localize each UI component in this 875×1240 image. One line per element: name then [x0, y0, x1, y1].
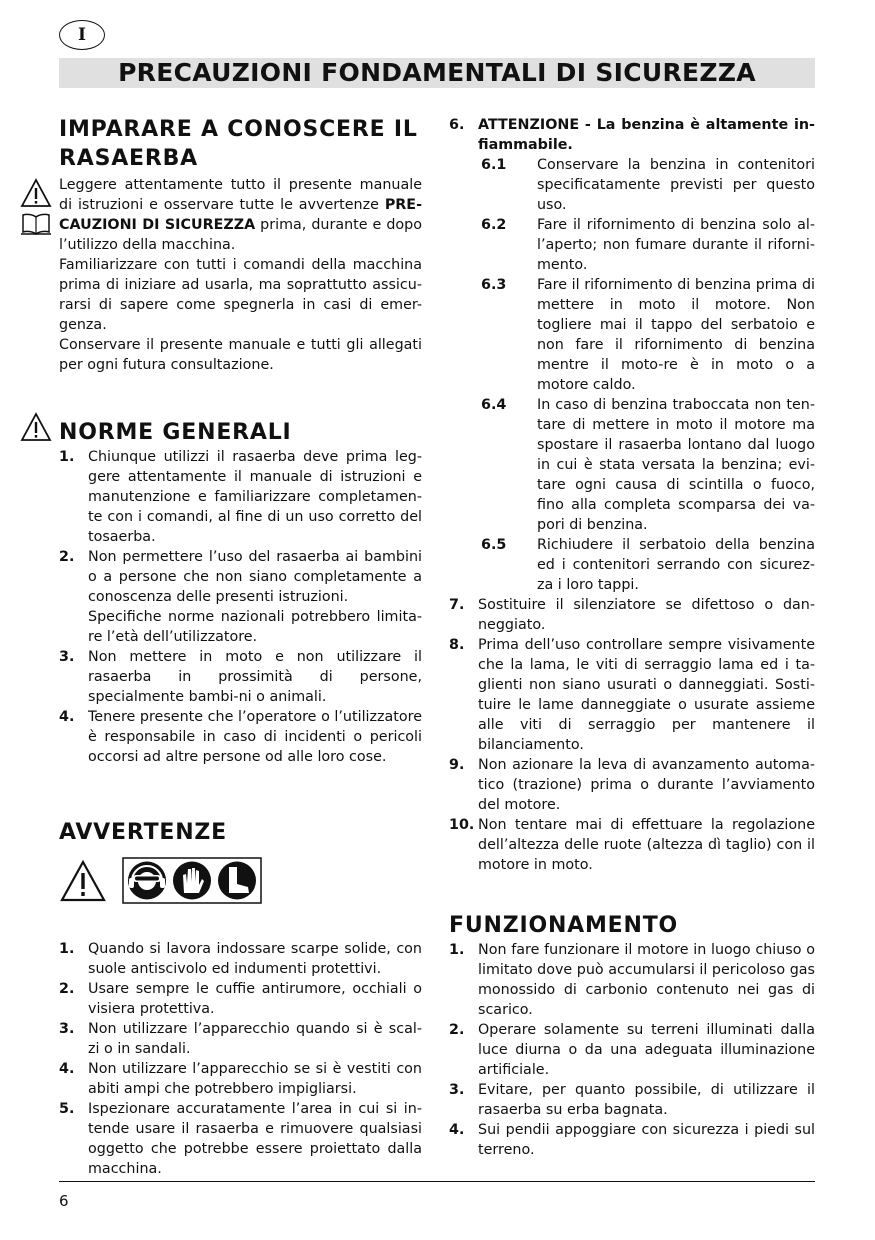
language-badge: I [59, 20, 105, 50]
page-number: 6 [59, 1192, 69, 1210]
list-subitem: 6.3 Fare il rifornimento di benzina prima di mettere in moto il motore. Non togliere mai il tappo del serbatoio e non fare il rifornimento di benzina mentre il moto-re è in moto o a motore caldo. [481, 277, 815, 393]
gloves-icon [173, 862, 211, 900]
list-item: 4. Sui pendii appoggiare con sicurezza i piedi sul terreno. [449, 1122, 815, 1158]
safety-boots-icon [218, 862, 256, 900]
list-item: 1. Chiunque utilizzi il rasaerba deve prima leg-gere attentamente il manuale di istruzioni e manutenzione e familiarizzare completamen-te con i comandi, al fine di un uso corretto del tosaerba. [59, 449, 422, 545]
list-item: 8. Prima dell’uso controllare sempre visivamente che la lama, le viti di serraggio lama ed i ta-glienti non siano usurati o danneggiati. Sosti-tuire le lame danneggiate o usurate assieme alle viti di serraggio per mantenere il bilanciamento. [449, 637, 815, 753]
list-item: 1. Quando si lavora indossare scarpe solide, con suole antiscivolo ed indumenti protettivi. [59, 941, 422, 977]
list-subitem: 6.2 Fare il rifornimento di benzina solo al-l’aperto; non fumare durante il riforni-mento. [481, 217, 815, 273]
list-item: 2. Non permettere l’uso del rasaerba ai bambini o a persone che non siano completamente a conoscenza delle presenti istruzioni. Specifiche norme nazionali potrebbero limita-re l’età dell’utilizzatore. [59, 549, 422, 645]
fuel-warning-title: 6. ATTENZIONE - La benzina è altamente in-fiammabile. [449, 117, 815, 153]
section-heading-warnings: AVVERTENZE [59, 820, 227, 845]
manual-book-icon [20, 212, 52, 236]
list-item: 7. Sostituire il silenziatore se difettoso o dan-neggiato. [449, 597, 815, 633]
intro-paragraph: Familiarizzare con tutti i comandi della macchina prima di iniziare ad usarla, ma soprattutto assicu-rarsi di sapere come spegnerla in casi di emer-genza. [59, 257, 422, 333]
warning-triangle-icon [59, 859, 107, 903]
intro-paragraph: Conservare il presente manuale e tutti gli allegati per ogni futura consultazione. [59, 337, 422, 373]
list-item: 2. Operare solamente su terreni illuminati dalla luce diurna o da una adeguata illuminazione artificiale. [449, 1022, 815, 1078]
list-item: 2. Usare sempre le cuffie antirumore, occhiali o visiera protettiva. [59, 981, 422, 1017]
list-subitem: 6.5 Richiudere il serbatoio della benzina ed i contenitori serrando con sicurez-za i loro tappi. [481, 537, 815, 593]
section-heading-intro: IMPARARE A CONOSCERE IL RASAERBA [59, 117, 418, 171]
list-item: 3. Non utilizzare l’apparecchio quando si è scal-zi o in sandali. [59, 1021, 422, 1057]
list-item: 4. Non utilizzare l’apparecchio se si è vestiti con abiti ampi che potrebbero impigliarsi. [59, 1061, 422, 1097]
page-title: PRECAUZIONI FONDAMENTALI DI SICUREZZA [59, 58, 815, 88]
list-subitem: 6.4 In caso di benzina traboccata non ten-tare di mettere in moto il motore ma spostare il rasaerba lontano dal luogo in cui è stata versata la benzina; evi-tare ogni causa di scintilla o fuoco, fino alla completa scomparsa dei va-pori di benzina. [481, 397, 815, 533]
list-item: 1. Non fare funzionare il motore in luogo chiuso o limitato dove può accumularsi il pericoloso gas monossido di carbonio contenuto nei gas di scarico. [449, 942, 815, 1018]
list-item: 3. Non mettere in moto e non utilizzare il rasaerba in prossimità di persone, specialmente bambi-ni o animali. [59, 649, 422, 705]
list-item: 9. Non azionare la leva di avanzamento automa-tico (trazione) prima o durante l’avviamento del motore. [449, 757, 815, 813]
ear-eye-protection-icon [128, 862, 166, 900]
warning-triangle-icon [20, 412, 52, 442]
warning-triangle-icon [20, 178, 52, 208]
intro-paragraph: Leggere attentamente tutto il presente manuale di istruzioni e osservare tutte le avvertenze PRE-CAUZIONI DI SICUREZZA prima, durante e dopo l’utilizzo della macchina. [59, 177, 422, 253]
list-item: 5. Ispezionare accuratamente l’area in cui si in-tende usare il rasaerba e rimuovere qualsiasi oggetto che potrebbe essere proiettato dalla macchina. [59, 1101, 422, 1177]
list-item: 3. Evitare, per quanto possibile, di utilizzare il rasaerba su erba bagnata. [449, 1082, 815, 1118]
list-item: 10. Non tentare mai di effettuare la regolazione dell’altezza delle ruote (altezza dì taglio) con il motore in moto. [449, 817, 815, 873]
list-item: 4. Tenere presente che l’operatore o l’utilizzatore è responsabile in caso di incidenti o pericoli occorsi ad altre persone od alle loro cose. [59, 709, 422, 765]
protective-equipment-icons [122, 857, 262, 904]
section-heading-general: NORME GENERALI [59, 420, 292, 445]
list-subitem: 6.1 Conservare la benzina in contenitori specificatamente previsti per questo uso. [481, 157, 815, 213]
section-heading-operation: FUNZIONAMENTO [449, 913, 679, 938]
safety-pictograms [59, 847, 422, 939]
footer-divider [59, 1181, 815, 1182]
